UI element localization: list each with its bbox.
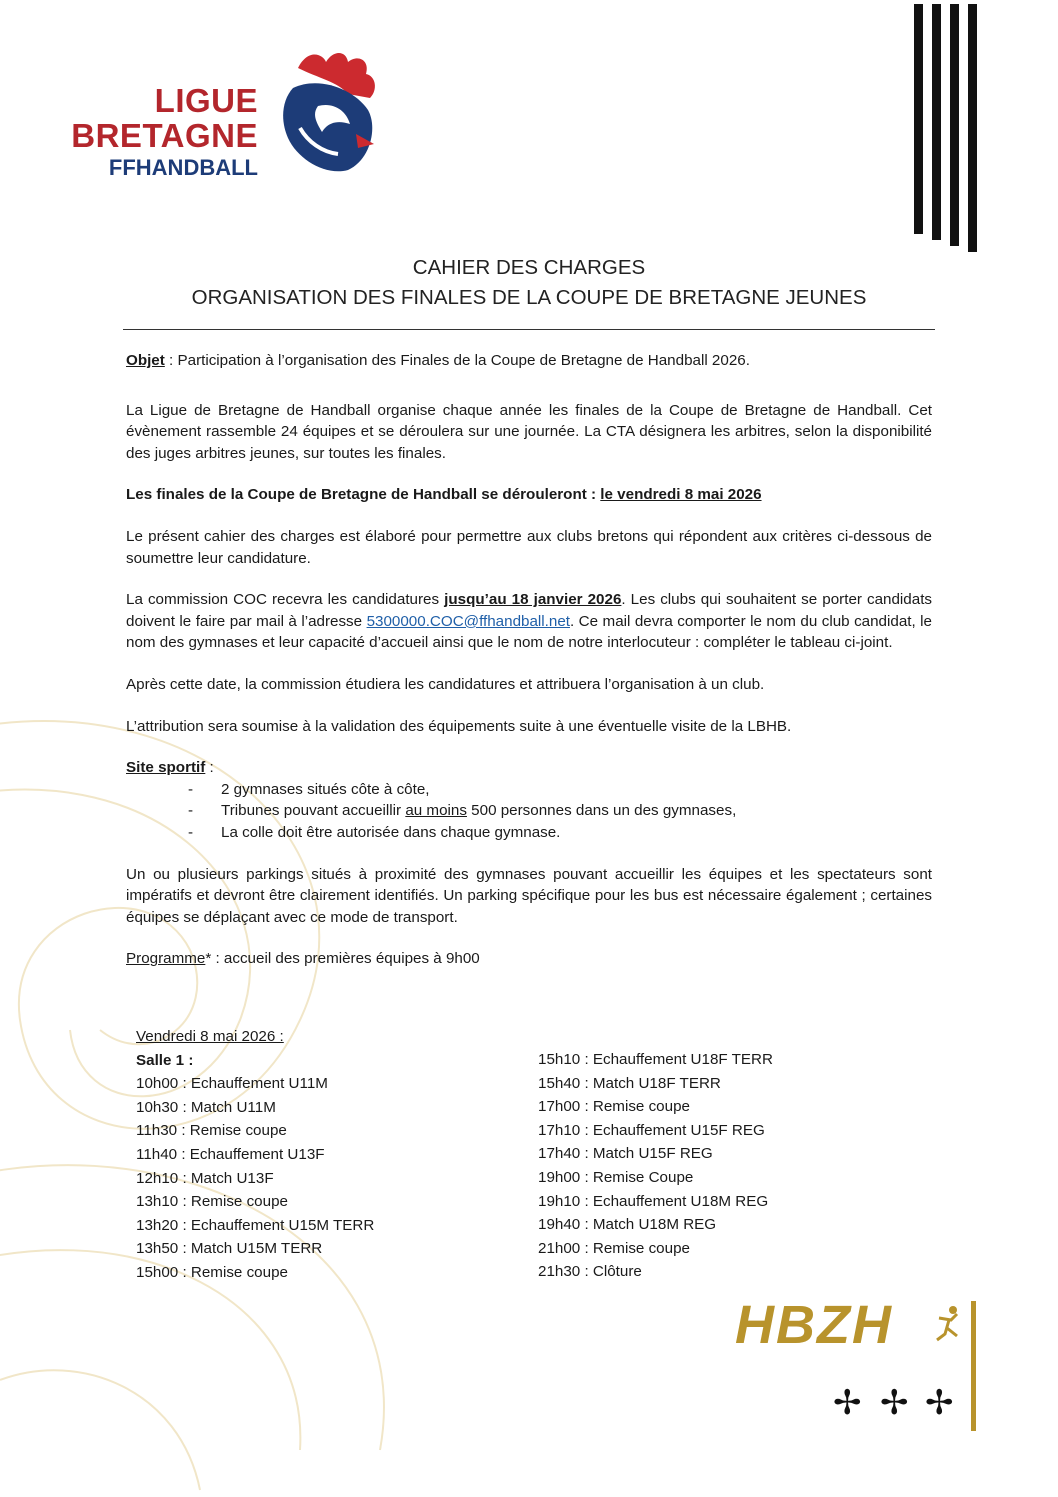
list-item [188, 800, 932, 822]
schedule-row: 19h00 : Remise Coupe [538, 1168, 694, 1186]
schedule-row: 15h00 : Remise coupe [136, 1263, 288, 1281]
logo-bretagne-text: BRETAGNE [71, 117, 258, 154]
document-body [126, 350, 932, 970]
schedule-row: 10h00 : Echauffement U11M [136, 1075, 328, 1093]
hermine-icon: ✢ [833, 1384, 862, 1422]
schedule-row: 17h40 : Match U15F REG [538, 1145, 713, 1163]
schedule-row: 13h20 : Echauffement U15M TERR [136, 1216, 375, 1234]
schedule-row: 11h30 : Remise coupe [136, 1122, 287, 1140]
site-list [126, 779, 932, 844]
coc-part-2: . Les clubs qui souhaitent se porter candidats doivent le faire par mail à l’adresse [126, 591, 933, 630]
site-item2-b: 500 personnes dans un des gymnases, [466, 802, 737, 820]
site-item2-a: Tribunes pouvant accueillir [221, 802, 406, 820]
intro-paragraph: La Ligue de Bretagne de Handball organise chaque année les finales de la Coupe de Bretagne de Handball. Cet évènement rassemble 24 équipes et se déroulera sur une journée. La CTA désignera les arbitres, selon la disponibilité des juges arbitres jeunes, sur toutes les finales. [126, 401, 932, 462]
schedule-row: 21h30 : Clôture [538, 1263, 642, 1281]
apres-paragraph: Après cette date, la commission étudiera les candidatures et attribuera l’organisation à un club. [126, 675, 765, 693]
logo-ffhandball-text: FFHANDBALL [108, 155, 258, 180]
schedule-row: 17h10 : Echauffement U15F REG [538, 1121, 765, 1139]
hbzh-bar [971, 1301, 976, 1431]
schedule-row: 19h10 : Echauffement U18M REG [538, 1192, 769, 1210]
schedule-salle: Salle 1 : [136, 1051, 194, 1069]
coc-email-link[interactable]: 5300000.COC@ffhandball.net [366, 612, 570, 630]
site-heading [126, 757, 932, 779]
programme-text: * : accueil des premières équipes à 9h00 [205, 950, 480, 968]
objet-paragraph [126, 350, 932, 372]
coc-deadline: jusqu’au 18 janvier 2026 [444, 591, 622, 609]
hbzh-logo-text: HBZH [735, 1295, 893, 1355]
rooster-icon [278, 48, 383, 173]
schedule-day: Vendredi 8 mai 2026 : [136, 1028, 284, 1045]
schedule-row: 13h10 : Remise coupe [136, 1193, 288, 1211]
stripes-decoration [910, 0, 985, 255]
title-line-2: ORGANISATION DES FINALES DE LA COUPE DE BRETAGNE JEUNES [191, 286, 867, 309]
list-item: - 2 gymnases situés côte à côte, [188, 779, 932, 801]
ligue-bretagne-logo [58, 48, 388, 178]
title-divider [123, 329, 935, 330]
attribution-paragraph: L’attribution sera soumise à la validation des équipements suite à une éventuelle visite de la LBHB. [126, 717, 792, 735]
schedule-row: 19h40 : Match U18M REG [538, 1216, 717, 1234]
date-paragraph [126, 484, 932, 506]
objet-text: : Participation à l’organisation des Finales de la Coupe de Bretagne de Handball 2026. [164, 352, 750, 369]
site-item2-u: au moins [405, 802, 467, 820]
schedule-left-column [136, 1025, 374, 1285]
schedule-row: 21h00 : Remise coupe [538, 1239, 690, 1257]
site-label: Site sportif [126, 759, 206, 777]
parking-paragraph: Un ou plusieurs parkings situés à proximité des gymnases pouvant accueillir les équipes et les spectateurs sont impératifs et devront être clairement identifiés. Un parking spécifique pour les bus est nécessaire également ; certaines équipes se déplaçant avec ce mode de transport. [126, 865, 932, 926]
programme-label: Programme [126, 950, 206, 968]
schedule-row: 15h40 : Match U18F TERR [538, 1074, 721, 1092]
title-line-1: CAHIER DES CHARGES [412, 256, 646, 279]
hermine-icon: ✢ [880, 1384, 909, 1422]
handball-player-icon [935, 1304, 961, 1344]
cahier-paragraph: Le présent cahier des charges est élaboré pour permettre aux clubs bretons qui répondent aux critères ci-dessous de soumettre leur candidature. [126, 527, 932, 567]
schedule-row: 13h50 : Match U15M TERR [136, 1240, 323, 1258]
hbzh-logo [735, 1295, 985, 1433]
coc-part-1: La commission COC recevra les candidatures [126, 591, 445, 609]
objet-label: Objet [126, 352, 165, 369]
schedule-row: 17h00 : Remise coupe [538, 1098, 690, 1116]
date-lead: Les finales de la Coupe de Bretagne de Handball se dérouleront : [126, 486, 601, 504]
schedule-row: 10h30 : Match U11M [136, 1098, 276, 1116]
date-value: le vendredi 8 mai 2026 [600, 486, 762, 504]
schedule-row: 12h10 : Match U13F [136, 1169, 274, 1187]
coc-paragraph [126, 589, 932, 654]
programme-paragraph [126, 948, 932, 970]
document-title [0, 253, 1058, 313]
schedule-row: 11h40 : Echauffement U13F [136, 1145, 325, 1163]
schedule-row: 15h10 : Echauffement U18F TERR [538, 1051, 773, 1068]
hermine-icon: ✢ [925, 1384, 954, 1422]
logo-ligue-text: LIGUE [154, 82, 258, 119]
schedule-right-column [538, 1048, 773, 1284]
list-item: - La colle doit être autorisée dans chaque gymnase. [188, 822, 932, 844]
coc-part-3: . Ce mail devra comporter le nom du club candidat, le nom des gymnases et leur capacité d’accueil ainsi que le nom de notre interlocuteur : compléter le tableau ci-joint. [126, 612, 932, 652]
site-suffix: : [205, 759, 214, 777]
